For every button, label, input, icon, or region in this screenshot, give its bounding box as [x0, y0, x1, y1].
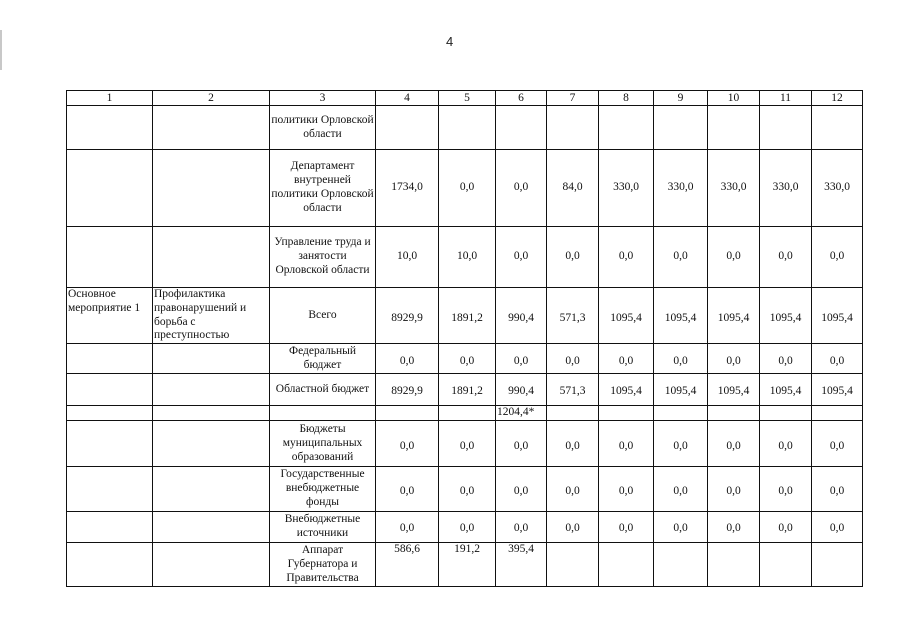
cell-source: Всего: [270, 288, 376, 344]
cell-value: 1734,0: [376, 150, 439, 227]
cell-value: [547, 106, 599, 150]
cell-value: [708, 543, 760, 587]
cell-value: [547, 406, 599, 421]
cell-value: 1095,4: [654, 288, 708, 344]
cell-source: Государственные внебюджетные фонды: [270, 467, 376, 512]
cell-value: 1095,4: [760, 288, 812, 344]
cell-value: 0,0: [599, 344, 654, 374]
cell-value: 0,0: [654, 344, 708, 374]
cell-measure-name: [67, 344, 153, 374]
cell-value: 0,0: [812, 344, 863, 374]
cell-value: 0,0: [439, 344, 496, 374]
cell-value: [760, 106, 812, 150]
table-row: [67, 421, 863, 467]
cell-value: 1095,4: [760, 374, 812, 406]
cell-value: 0,0: [547, 344, 599, 374]
cell-value: 10,0: [439, 227, 496, 288]
cell-value: 0,0: [708, 227, 760, 288]
cell-value: 0,0: [496, 512, 547, 543]
cell-value: 0,0: [376, 512, 439, 543]
table-row: [67, 106, 863, 150]
cell-measure-name: Основное мероприятие 1: [67, 288, 153, 344]
cell-value: 0,0: [654, 512, 708, 543]
cell-value: 1095,4: [812, 374, 863, 406]
cell-value: 1095,4: [599, 374, 654, 406]
cell-measure-name: [67, 421, 153, 467]
cell-value: [654, 406, 708, 421]
cell-measure-title: [153, 106, 270, 150]
cell-measure-title: [153, 374, 270, 406]
cell-value: 0,0: [760, 512, 812, 543]
header-cell: 9: [654, 91, 708, 106]
cell-value: 0,0: [496, 421, 547, 467]
scan-edge-mark: [0, 30, 2, 70]
cell-value: 8929,9: [376, 288, 439, 344]
table-row: [67, 227, 863, 288]
cell-measure-name: [67, 512, 153, 543]
table-row: [67, 512, 863, 543]
cell-value: 1095,4: [812, 288, 863, 344]
cell-value: 0,0: [599, 512, 654, 543]
cell-measure-title: [153, 467, 270, 512]
cell-value: 10,0: [376, 227, 439, 288]
cell-value: [654, 106, 708, 150]
cell-measure-name: [67, 106, 153, 150]
cell-value: 1095,4: [708, 374, 760, 406]
cell-value: 0,0: [812, 421, 863, 467]
cell-value: 0,0: [760, 227, 812, 288]
cell-value: 84,0: [547, 150, 599, 227]
cell-value: 0,0: [760, 421, 812, 467]
cell-value: 0,0: [812, 227, 863, 288]
cell-measure-title: [153, 512, 270, 543]
table-row: [67, 288, 863, 344]
table-row: [67, 344, 863, 374]
cell-value: [599, 106, 654, 150]
cell-value: 330,0: [812, 150, 863, 227]
cell-measure-title: [153, 406, 270, 421]
cell-value: 0,0: [708, 344, 760, 374]
header-cell: 3: [270, 91, 376, 106]
cell-value: [599, 543, 654, 587]
header-cell: 4: [376, 91, 439, 106]
cell-measure-title: [153, 344, 270, 374]
cell-value: 1095,4: [599, 288, 654, 344]
cell-value: 0,0: [439, 421, 496, 467]
cell-measure-name: [67, 467, 153, 512]
cell-value: 990,4: [496, 288, 547, 344]
cell-value: 0,0: [376, 421, 439, 467]
cell-value: [812, 406, 863, 421]
cell-source: Аппарат Губернатора и Правительства: [270, 543, 376, 587]
cell-value: 8929,9: [376, 374, 439, 406]
table-row: [67, 467, 863, 512]
cell-value: 0,0: [812, 512, 863, 543]
cell-value: 0,0: [376, 467, 439, 512]
cell-source: Бюджеты муниципальных образований: [270, 421, 376, 467]
cell-value: [547, 543, 599, 587]
table-row: [67, 406, 863, 421]
header-cell: 1: [67, 91, 153, 106]
cell-value: [708, 106, 760, 150]
cell-value: 0,0: [439, 512, 496, 543]
header-cell: 2: [153, 91, 270, 106]
cell-value: 0,0: [496, 150, 547, 227]
cell-source: Федеральный бюджет: [270, 344, 376, 374]
cell-value: 0,0: [547, 467, 599, 512]
cell-measure-name: [67, 543, 153, 587]
header-cell: 8: [599, 91, 654, 106]
cell-value: 395,4: [496, 543, 547, 587]
cell-measure-title: [153, 150, 270, 227]
cell-value: 0,0: [496, 227, 547, 288]
cell-value: 0,0: [496, 344, 547, 374]
cell-measure-title: [153, 543, 270, 587]
cell-value: [376, 106, 439, 150]
cell-value: [599, 406, 654, 421]
table-row: [67, 543, 863, 587]
cell-value: 0,0: [708, 512, 760, 543]
cell-value: 571,3: [547, 374, 599, 406]
cell-value: 1095,4: [708, 288, 760, 344]
cell-value: 0,0: [496, 467, 547, 512]
cell-value: 330,0: [654, 150, 708, 227]
cell-measure-name: [67, 406, 153, 421]
cell-value: 586,6: [376, 543, 439, 587]
cell-value: 0,0: [812, 467, 863, 512]
cell-value: 990,4: [496, 374, 547, 406]
cell-source: Внебюджетные источники: [270, 512, 376, 543]
cell-measure-name: [67, 374, 153, 406]
header-row: [67, 91, 863, 106]
cell-value: [654, 543, 708, 587]
cell-value: 0,0: [547, 512, 599, 543]
table-row: [67, 374, 863, 406]
cell-value: 0,0: [376, 344, 439, 374]
cell-value: 1891,2: [439, 288, 496, 344]
cell-value: [812, 106, 863, 150]
header-cell: 7: [547, 91, 599, 106]
cell-value: [439, 406, 496, 421]
cell-value: [812, 543, 863, 587]
cell-value: [760, 406, 812, 421]
cell-value: [439, 106, 496, 150]
cell-value: 191,2: [439, 543, 496, 587]
cell-measure-title: [153, 421, 270, 467]
header-cell: 12: [812, 91, 863, 106]
cell-value: [376, 406, 439, 421]
cell-value: 330,0: [708, 150, 760, 227]
header-cell: 10: [708, 91, 760, 106]
cell-value: 0,0: [760, 344, 812, 374]
cell-measure-title: Профилактика правонарушений и борьба с преступностью: [153, 288, 270, 344]
cell-measure-title: [153, 227, 270, 288]
cell-value: 0,0: [547, 421, 599, 467]
cell-value: 0,0: [599, 421, 654, 467]
cell-value: 0,0: [599, 467, 654, 512]
header-cell: 5: [439, 91, 496, 106]
cell-value: 330,0: [599, 150, 654, 227]
cell-measure-name: [67, 227, 153, 288]
table-row: [67, 150, 863, 227]
cell-value: [760, 543, 812, 587]
cell-source: Управление труда и занятости Орловской области: [270, 227, 376, 288]
budget-table: [66, 90, 863, 587]
cell-value: 1095,4: [654, 374, 708, 406]
cell-value: [496, 106, 547, 150]
page-number: 4: [446, 34, 454, 49]
cell-value: 571,3: [547, 288, 599, 344]
cell-value: 0,0: [439, 467, 496, 512]
cell-value: 0,0: [654, 467, 708, 512]
cell-value: 0,0: [708, 421, 760, 467]
cell-source: Областной бюджет: [270, 374, 376, 406]
cell-value: 330,0: [760, 150, 812, 227]
cell-source: [270, 406, 376, 421]
cell-value: 0,0: [547, 227, 599, 288]
cell-value: 1204,4*: [496, 406, 547, 421]
header-cell: 11: [760, 91, 812, 106]
cell-source: политики Орловской области: [270, 106, 376, 150]
cell-measure-name: [67, 150, 153, 227]
cell-source: Департамент внутренней политики Орловской области: [270, 150, 376, 227]
cell-value: 0,0: [654, 421, 708, 467]
header-cell: 6: [496, 91, 547, 106]
cell-value: 0,0: [654, 227, 708, 288]
cell-value: [708, 406, 760, 421]
cell-value: 1891,2: [439, 374, 496, 406]
cell-value: 0,0: [439, 150, 496, 227]
cell-value: 0,0: [599, 227, 654, 288]
cell-value: 0,0: [760, 467, 812, 512]
cell-value: 0,0: [708, 467, 760, 512]
